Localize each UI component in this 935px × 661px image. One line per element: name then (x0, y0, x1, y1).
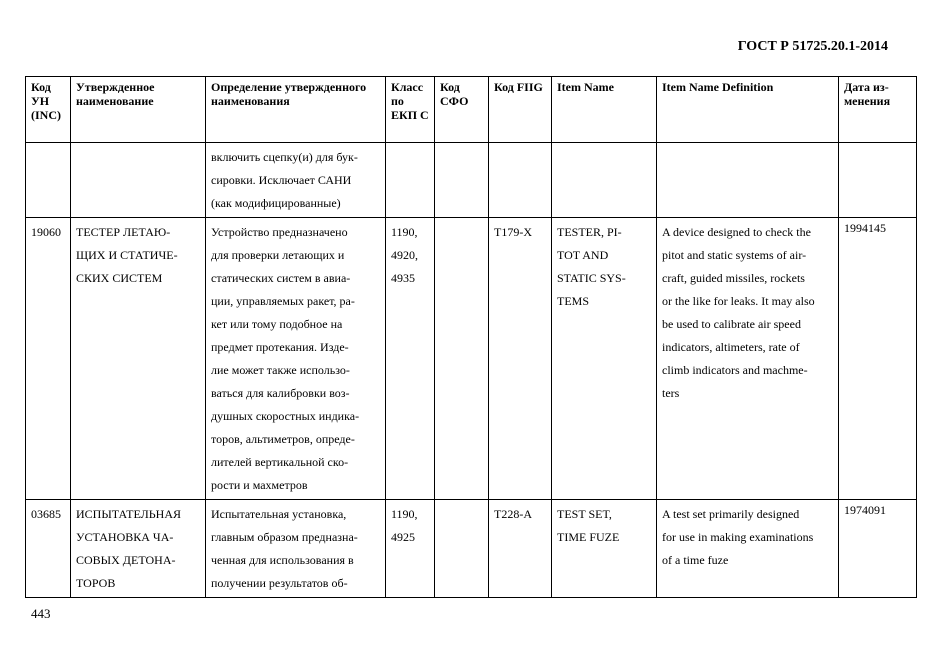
table-row (26, 500, 917, 598)
cell-definition (206, 500, 386, 598)
column-header-approved-name: Утвержденное наименование (71, 77, 206, 143)
cell-text-line: 4925 (391, 530, 415, 544)
cell-class (386, 143, 435, 218)
cell-inc: 03685 (26, 500, 71, 598)
cell-text-line: ters (662, 386, 680, 400)
cell-text-line: лие может также использо- (211, 363, 350, 377)
cell-text-line: climb indicators and machme- (662, 363, 808, 377)
table-row (26, 218, 917, 500)
cell-definition (206, 218, 386, 500)
cell-text-line: кет или тому подобное на (211, 317, 343, 331)
cell-text-line: СОВЫХ ДЕТОНА- (76, 553, 176, 567)
cell-item-name-definition (657, 218, 839, 500)
cell-text-line: 1190, (391, 507, 418, 521)
cell-text-line: indicators, altimeters, rate of (662, 340, 800, 354)
cell-text-line: 4935 (391, 271, 415, 285)
cell-text-line: be used to calibrate air speed (662, 317, 801, 331)
column-header-inc: Код УН (INC) (26, 77, 71, 143)
cell-text-line: pitot and static systems of air- (662, 248, 807, 262)
cell-text-line: A test set primarily designed (662, 507, 800, 521)
cell-text-line: УСТАНОВКА ЧА- (76, 530, 174, 544)
cell-definition (206, 143, 386, 218)
cell-change-date: 1974091 (839, 500, 917, 598)
cell-text-line: ИСПЫТАТЕЛЬНАЯ (76, 507, 182, 521)
column-header-item-name: Item Name (552, 77, 657, 143)
cell-item-name (552, 500, 657, 598)
cell-text-line: рости и махметров (211, 478, 308, 492)
column-header-sfo: Код СФО (435, 77, 489, 143)
cell-text-line: 1190, (391, 225, 418, 239)
cell-inc (26, 143, 71, 218)
document-standard-number: ГОСТ Р 51725.20.1-2014 (737, 39, 888, 54)
cell-item-name-definition (657, 500, 839, 598)
specification-table (25, 76, 917, 598)
cell-fiig: T179-X (489, 218, 552, 500)
cell-text-line: ции, управляемых ракет, ра- (211, 294, 355, 308)
cell-text-line: статических систем в авиа- (211, 271, 351, 285)
cell-text-line: ТОРОВ (76, 576, 116, 590)
cell-text-line: включить сцепку(и) для бук- (211, 150, 358, 164)
cell-text-line: торов, альтиметров, опреде- (211, 432, 355, 446)
cell-text-line: TESTER, PI- (557, 225, 622, 239)
cell-sfo (435, 218, 489, 500)
column-header-fiig: Код FIIG (489, 77, 552, 143)
column-header-class: Класс по ЕКП С (386, 77, 435, 143)
cell-text-line: главным образом предназна- (211, 530, 358, 544)
table-row (26, 143, 917, 218)
table-body (26, 143, 917, 598)
column-header-item-name-definition: Item Name Definition (657, 77, 839, 143)
cell-inc: 19060 (26, 218, 71, 500)
cell-text-line: сировки. Исключает САНИ (211, 173, 352, 187)
cell-text-line: ваться для калибровки воз- (211, 386, 350, 400)
cell-class (386, 218, 435, 500)
cell-change-date: 1994145 (839, 218, 917, 500)
cell-item-name-definition (657, 143, 839, 218)
cell-text-line: душных скоростных индика- (211, 409, 360, 423)
cell-text-line: TIME FUZE (557, 530, 620, 544)
cell-fiig (489, 143, 552, 218)
cell-text-line: ЩИХ И СТАТИЧЕ- (76, 248, 178, 262)
cell-text-line: СКИХ СИСТЕМ (76, 271, 163, 285)
cell-text-line: Испытательная установка, (211, 507, 347, 521)
cell-text-line: получении результатов об- (211, 576, 348, 590)
cell-approved-name (71, 218, 206, 500)
cell-approved-name (71, 143, 206, 218)
cell-fiig: T228-A (489, 500, 552, 598)
cell-text-line: предмет протекания. Изде- (211, 340, 349, 354)
cell-text-line: A device designed to check the (662, 225, 811, 239)
cell-text-line: craft, guided missiles, rockets (662, 271, 805, 285)
cell-item-name (552, 143, 657, 218)
cell-class (386, 500, 435, 598)
cell-text-line: STATIC SYS- (557, 271, 626, 285)
cell-item-name (552, 218, 657, 500)
column-header-definition: Определение утвержденного наименования (206, 77, 386, 143)
cell-text-line: for use in making examinations (662, 530, 814, 544)
cell-text-line: TOT AND (557, 248, 609, 262)
cell-text-line: TEMS (557, 294, 590, 308)
cell-text-line: для проверки летающих и (211, 248, 345, 262)
cell-text-line: ТЕСТЕР ЛЕТАЮ- (76, 225, 171, 239)
column-header-change-date: Дата из-менения (839, 77, 917, 143)
page-number: 443 (31, 606, 51, 621)
cell-text-line: (как модифицированные) (211, 196, 341, 210)
cell-text-line: Устройство предназначено (211, 225, 348, 239)
cell-text-line: TEST SET, (557, 507, 612, 521)
cell-text-line: of a time fuze (662, 553, 729, 567)
cell-text-line: or the like for leaks. It may also (662, 294, 815, 308)
table-header-row (26, 77, 917, 143)
cell-sfo (435, 143, 489, 218)
cell-approved-name (71, 500, 206, 598)
cell-text-line: 4920, (391, 248, 418, 262)
cell-change-date (839, 143, 917, 218)
cell-text-line: ченная для использования в (211, 553, 354, 567)
cell-text-line: лителей вертикальной ско- (211, 455, 349, 469)
cell-sfo (435, 500, 489, 598)
